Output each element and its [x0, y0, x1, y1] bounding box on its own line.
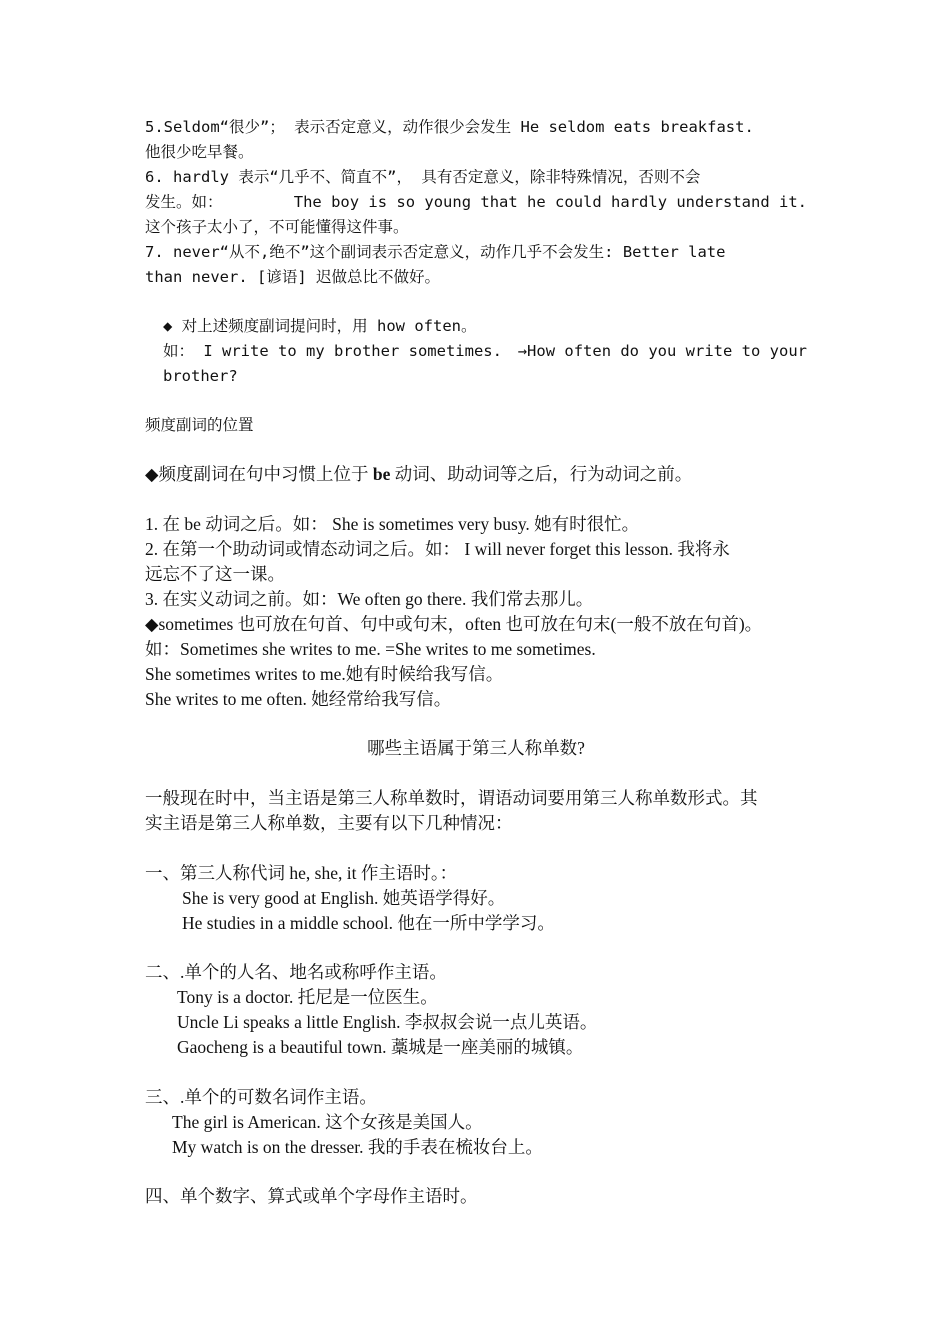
- position-note: ◆sometimes 也可放在句首、句中或句末，often 也可放在句末(一般不放在句首)。: [145, 614, 763, 634]
- case-1-example-1: She is very good at English. 她英语学得好。: [182, 888, 506, 908]
- question-sentence: →How often do you write to your: [517, 342, 807, 360]
- intro-line-1: 一般现在时中，当主语是第三人称单数时，谓语动词要用第三人称单数形式。其: [145, 788, 758, 808]
- case-3-title: 三、.单个的可数名词作主语。: [145, 1087, 377, 1107]
- case-1-title: 一、第三人称代词 he, she, it 作主语时。：: [145, 863, 458, 883]
- position-rule: [145, 462, 692, 487]
- case-3-example-1: The girl is American. 这个女孩是美国人。: [172, 1112, 483, 1132]
- case-3-example-2: My watch is on the dresser. 我的手表在梳妆台上。: [172, 1137, 543, 1157]
- position-heading: 频度副词的位置: [145, 416, 254, 434]
- hardly-translation: 这个孩子太小了，不可能懂得这件事。: [145, 218, 409, 236]
- position-2-continued: 远忘不了这一课。: [145, 564, 285, 584]
- example-sentence: The boy is so young that he could hardly understand it.: [293, 193, 807, 211]
- intro-line-2: 实主语是第三人称单数，主要有以下几种情况：: [145, 813, 513, 833]
- case-2-example-1: Tony is a doctor. 托尼是一位医生。: [177, 987, 438, 1007]
- subject-heading: 哪些主语属于第三人称单数?: [367, 738, 585, 758]
- case-2-title: 二、.单个的人名、地名或称呼作主语。: [145, 962, 447, 982]
- case-2-example-3: Gaocheng is a beautiful town. 藁城是一座美丽的城镇。: [177, 1037, 584, 1057]
- hardly-example: [145, 190, 807, 215]
- hardly-line: 6. hardly 表示“几乎不、简直不”， 具有否定意义，除非特殊情况，否则不会: [145, 168, 701, 186]
- position-example-3: She writes to me often. 她经常给我写信。: [145, 689, 452, 709]
- seldom-translation: 他很少吃早餐。: [145, 143, 254, 161]
- position-1: 1. 在 be 动词之后。如： She is sometimes very busy. 她有时很忙。: [145, 514, 640, 534]
- rule-suffix: 动词、助动词等之后，行为动词之前。: [390, 464, 693, 484]
- never-proverb: than never. [谚语] 迟做总比不做好。: [145, 268, 440, 286]
- case-1-example-2: He studies in a middle school. 他在一所中学学习。: [182, 913, 555, 933]
- case-4-title: 四、单个数字、算式或单个字母作主语时。: [145, 1186, 478, 1206]
- never-line: 7. never“从不,绝不”这个副词表示否定意义，动作几乎不会发生: Better late: [145, 243, 726, 261]
- question-continuation: brother?: [163, 367, 238, 385]
- position-2: 2. 在第一个助动词或情态动词之后。如： I will never forget this lesson. 我将永: [145, 539, 730, 559]
- question-example: [163, 339, 807, 364]
- seldom-line: 5.Seldom“很少”； 表示否定意义，动作很少会发生 He seldom eats breakfast.: [145, 118, 754, 136]
- case-2-example-2: Uncle Li speaks a little English. 李叔叔会说一点儿英语。: [177, 1012, 598, 1032]
- position-example-1: 如：Sometimes she writes to me. =She writes to me sometimes.: [145, 639, 596, 659]
- statement-sentence: 如： I write to my brother sometimes.: [163, 342, 502, 360]
- rule-bold: be: [372, 464, 391, 484]
- question-note: ◆ 对上述频度副词提问时，用 how often。: [163, 317, 477, 335]
- position-example-2: She sometimes writes to me.她有时候给我写信。: [145, 664, 504, 684]
- position-3: 3. 在实义动词之前。如：We often go there. 我们常去那儿。: [145, 589, 594, 609]
- example-prefix: 发生。如：: [145, 193, 223, 211]
- rule-prefix: ◆频度副词在句中习惯上位于: [145, 464, 373, 484]
